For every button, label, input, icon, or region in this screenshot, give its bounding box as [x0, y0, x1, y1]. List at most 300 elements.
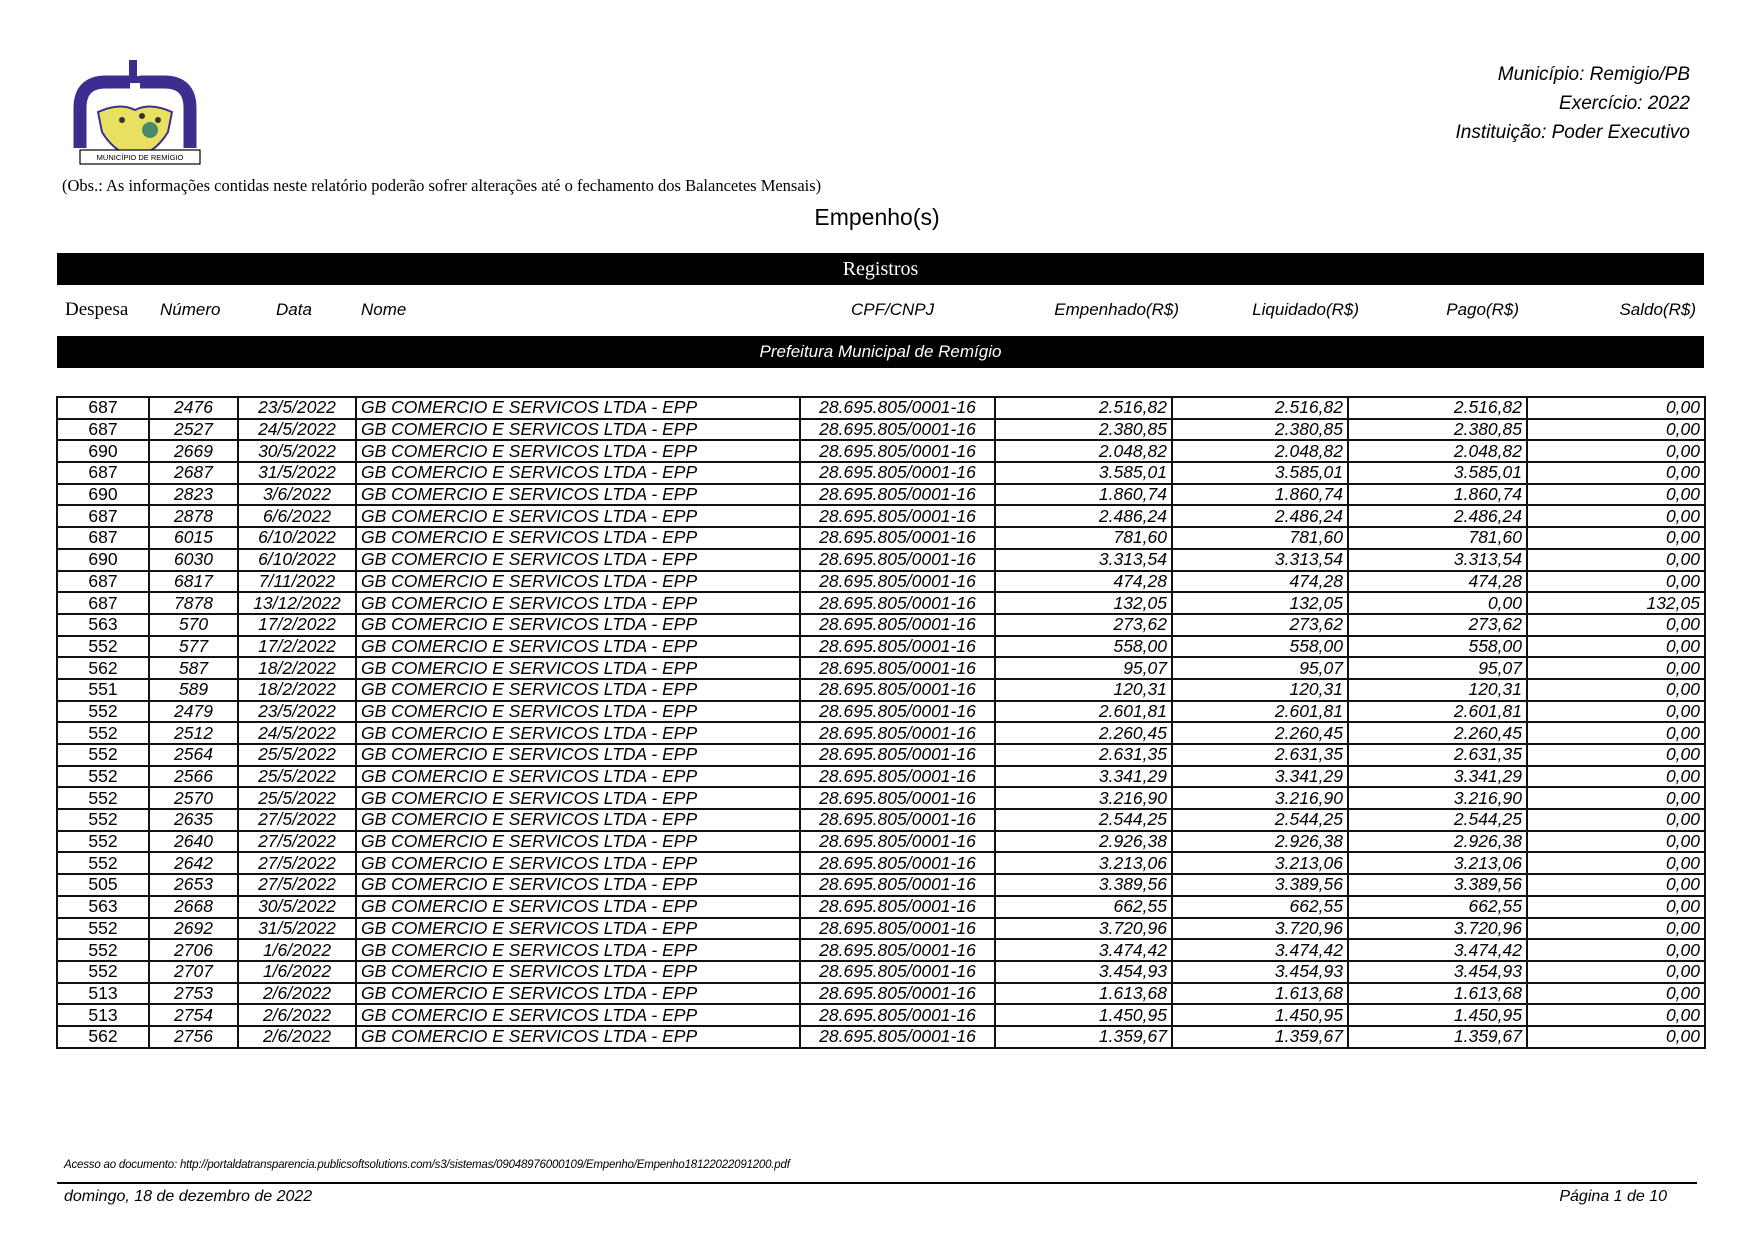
cell-numero: 587: [149, 657, 238, 679]
table-row: [57, 419, 1705, 441]
column-header-empenhado: Empenhado(R$): [1054, 300, 1179, 319]
cell-saldo: 0,00: [1527, 657, 1705, 679]
table-row: [57, 766, 1705, 788]
cell-empenhado: 1.450,95: [995, 1004, 1172, 1026]
table-row: [57, 701, 1705, 723]
cell-pago: 2.048,82: [1348, 440, 1527, 462]
cell-cpf-cnpj: 28.695.805/0001-16: [800, 549, 995, 571]
disclaimer-note: (Obs.: As informações contidas neste relatório poderão sofrer alterações até o fechamento dos Balancetes Mensais): [62, 176, 822, 195]
municipality-logo: [60, 58, 220, 170]
cell-data: 17/2/2022: [238, 636, 356, 658]
cell-empenhado: 1.613,68: [995, 983, 1172, 1005]
cell-saldo: 0,00: [1527, 939, 1705, 961]
cell-empenhado: 3.585,01: [995, 462, 1172, 484]
cell-numero: 2570: [149, 787, 238, 809]
cell-pago: 1.450,95: [1348, 1004, 1527, 1026]
cell-liquidado: 120,31: [1172, 679, 1348, 701]
cell-numero: 2653: [149, 874, 238, 896]
cell-pago: 662,55: [1348, 896, 1527, 918]
cell-nome: GB COMERCIO E SERVICOS LTDA - EPP: [356, 592, 800, 614]
footer-divider: [57, 1182, 1697, 1184]
cell-liquidado: 3.341,29: [1172, 766, 1348, 788]
cell-liquidado: 781,60: [1172, 527, 1348, 549]
cell-pago: 2.631,35: [1348, 744, 1527, 766]
cell-pago: 3.585,01: [1348, 462, 1527, 484]
group-header-prefeitura: Prefeitura Municipal de Remígio: [57, 336, 1704, 368]
cell-pago: 95,07: [1348, 657, 1527, 679]
table-row: [57, 961, 1705, 983]
cell-data: 27/5/2022: [238, 831, 356, 853]
cell-empenhado: 3.216,90: [995, 787, 1172, 809]
cell-pago: 3.313,54: [1348, 549, 1527, 571]
cell-liquidado: 2.486,24: [1172, 505, 1348, 527]
cell-empenhado: 1.860,74: [995, 484, 1172, 506]
cell-despesa: 552: [57, 809, 149, 831]
cell-pago: 2.486,24: [1348, 505, 1527, 527]
cell-data: 17/2/2022: [238, 614, 356, 636]
cell-pago: 120,31: [1348, 679, 1527, 701]
cell-data: 31/5/2022: [238, 462, 356, 484]
cell-cpf-cnpj: 28.695.805/0001-16: [800, 766, 995, 788]
cell-empenhado: 2.544,25: [995, 809, 1172, 831]
cell-numero: 2706: [149, 939, 238, 961]
cell-pago: 2.544,25: [1348, 809, 1527, 831]
cell-saldo: 0,00: [1527, 722, 1705, 744]
cell-cpf-cnpj: 28.695.805/0001-16: [800, 636, 995, 658]
document-access-url[interactable]: Acesso ao documento: http://portaldatransparencia.publicsoftsolutions.com/s3/sistemas/09048976000109/Empenho/Empenho18122022091200.pdf: [64, 1159, 790, 1171]
cell-despesa: 552: [57, 831, 149, 853]
cell-saldo: 0,00: [1527, 679, 1705, 701]
cell-liquidado: 2.516,82: [1172, 397, 1348, 419]
cell-cpf-cnpj: 28.695.805/0001-16: [800, 939, 995, 961]
cell-despesa: 505: [57, 874, 149, 896]
table-row: [57, 918, 1705, 940]
cell-data: 31/5/2022: [238, 918, 356, 940]
table-row: [57, 809, 1705, 831]
cell-saldo: 0,00: [1527, 874, 1705, 896]
cell-cpf-cnpj: 28.695.805/0001-16: [800, 419, 995, 441]
cell-saldo: 0,00: [1527, 527, 1705, 549]
cell-liquidado: 1.860,74: [1172, 484, 1348, 506]
cell-liquidado: 558,00: [1172, 636, 1348, 658]
cell-data: 18/2/2022: [238, 679, 356, 701]
cell-pago: 2.380,85: [1348, 419, 1527, 441]
cell-liquidado: 3.216,90: [1172, 787, 1348, 809]
cell-pago: 1.613,68: [1348, 983, 1527, 1005]
cell-liquidado: 662,55: [1172, 896, 1348, 918]
cell-despesa: 687: [57, 592, 149, 614]
cell-numero: 2640: [149, 831, 238, 853]
cell-liquidado: 2.601,81: [1172, 701, 1348, 723]
cell-nome: GB COMERCIO E SERVICOS LTDA - EPP: [356, 679, 800, 701]
cell-nome: GB COMERCIO E SERVICOS LTDA - EPP: [356, 831, 800, 853]
cell-numero: 6015: [149, 527, 238, 549]
cell-liquidado: 1.359,67: [1172, 1026, 1348, 1048]
cell-data: 30/5/2022: [238, 440, 356, 462]
cell-nome: GB COMERCIO E SERVICOS LTDA - EPP: [356, 939, 800, 961]
cell-empenhado: 120,31: [995, 679, 1172, 701]
cell-saldo: 0,00: [1527, 419, 1705, 441]
cell-despesa: 690: [57, 549, 149, 571]
cell-despesa: 552: [57, 636, 149, 658]
cell-despesa: 552: [57, 722, 149, 744]
cell-nome: GB COMERCIO E SERVICOS LTDA - EPP: [356, 397, 800, 419]
cell-pago: 3.454,93: [1348, 961, 1527, 983]
cell-liquidado: 1.450,95: [1172, 1004, 1348, 1026]
cell-despesa: 552: [57, 766, 149, 788]
cell-liquidado: 3.720,96: [1172, 918, 1348, 940]
table-row: [57, 657, 1705, 679]
cell-saldo: 0,00: [1527, 896, 1705, 918]
table-row: [57, 1026, 1705, 1048]
cell-saldo: 0,00: [1527, 918, 1705, 940]
cell-cpf-cnpj: 28.695.805/0001-16: [800, 744, 995, 766]
cell-despesa: 513: [57, 983, 149, 1005]
cell-cpf-cnpj: 28.695.805/0001-16: [800, 809, 995, 831]
cell-data: 30/5/2022: [238, 896, 356, 918]
table-row: [57, 571, 1705, 593]
cell-liquidado: 3.474,42: [1172, 939, 1348, 961]
cell-cpf-cnpj: 28.695.805/0001-16: [800, 961, 995, 983]
cell-numero: 2707: [149, 961, 238, 983]
cell-pago: 1.860,74: [1348, 484, 1527, 506]
cell-liquidado: 2.926,38: [1172, 831, 1348, 853]
empenhos-table: [56, 396, 1706, 1049]
cell-data: 25/5/2022: [238, 787, 356, 809]
cell-data: 3/6/2022: [238, 484, 356, 506]
cell-nome: GB COMERCIO E SERVICOS LTDA - EPP: [356, 1026, 800, 1048]
cell-numero: 6030: [149, 549, 238, 571]
cell-numero: 570: [149, 614, 238, 636]
cell-empenhado: 2.260,45: [995, 722, 1172, 744]
cell-despesa: 552: [57, 961, 149, 983]
cell-saldo: 0,00: [1527, 636, 1705, 658]
cell-empenhado: 3.720,96: [995, 918, 1172, 940]
cell-cpf-cnpj: 28.695.805/0001-16: [800, 918, 995, 940]
page-indicator: Página 1 de 10: [1559, 1188, 1667, 1205]
cell-empenhado: 2.048,82: [995, 440, 1172, 462]
cell-despesa: 690: [57, 484, 149, 506]
cell-despesa: 552: [57, 701, 149, 723]
table-row: [57, 679, 1705, 701]
cell-saldo: 0,00: [1527, 505, 1705, 527]
instituicao-label: Instituição: Poder Executivo: [1455, 122, 1690, 143]
cell-numero: 2564: [149, 744, 238, 766]
cell-despesa: 562: [57, 1026, 149, 1048]
cell-despesa: 687: [57, 419, 149, 441]
cell-empenhado: 3.474,42: [995, 939, 1172, 961]
cell-numero: 2692: [149, 918, 238, 940]
cell-cpf-cnpj: 28.695.805/0001-16: [800, 657, 995, 679]
cell-liquidado: 2.260,45: [1172, 722, 1348, 744]
cell-empenhado: 2.631,35: [995, 744, 1172, 766]
cell-cpf-cnpj: 28.695.805/0001-16: [800, 484, 995, 506]
column-header-nome: Nome: [361, 300, 407, 319]
table-row: [57, 787, 1705, 809]
cell-saldo: 0,00: [1527, 462, 1705, 484]
cell-cpf-cnpj: 28.695.805/0001-16: [800, 852, 995, 874]
cell-nome: GB COMERCIO E SERVICOS LTDA - EPP: [356, 787, 800, 809]
cell-pago: 558,00: [1348, 636, 1527, 658]
cell-nome: GB COMERCIO E SERVICOS LTDA - EPP: [356, 549, 800, 571]
cell-empenhado: 132,05: [995, 592, 1172, 614]
table-row: [57, 397, 1705, 419]
section-header-registros: Registros: [57, 253, 1704, 285]
cell-liquidado: 3.213,06: [1172, 852, 1348, 874]
cell-saldo: 132,05: [1527, 592, 1705, 614]
cell-liquidado: 95,07: [1172, 657, 1348, 679]
cell-saldo: 0,00: [1527, 701, 1705, 723]
cell-data: 18/2/2022: [238, 657, 356, 679]
column-header-numero: Número: [160, 300, 221, 319]
cell-liquidado: 2.631,35: [1172, 744, 1348, 766]
cell-despesa: 687: [57, 397, 149, 419]
cell-saldo: 0,00: [1527, 961, 1705, 983]
cell-liquidado: 3.585,01: [1172, 462, 1348, 484]
cell-data: 27/5/2022: [238, 852, 356, 874]
cell-empenhado: 3.454,93: [995, 961, 1172, 983]
exercicio-label: Exercício: 2022: [1559, 93, 1690, 114]
table-row: [57, 549, 1705, 571]
cell-cpf-cnpj: 28.695.805/0001-16: [800, 592, 995, 614]
cell-empenhado: 3.341,29: [995, 766, 1172, 788]
cell-liquidado: 3.389,56: [1172, 874, 1348, 896]
cell-despesa: 552: [57, 852, 149, 874]
cell-data: 24/5/2022: [238, 722, 356, 744]
cell-nome: GB COMERCIO E SERVICOS LTDA - EPP: [356, 1004, 800, 1026]
cell-nome: GB COMERCIO E SERVICOS LTDA - EPP: [356, 571, 800, 593]
cell-numero: 577: [149, 636, 238, 658]
cell-liquidado: 474,28: [1172, 571, 1348, 593]
cell-saldo: 0,00: [1527, 440, 1705, 462]
municipio-label: Município: Remigio/PB: [1497, 64, 1690, 85]
cell-empenhado: 3.313,54: [995, 549, 1172, 571]
cell-nome: GB COMERCIO E SERVICOS LTDA - EPP: [356, 657, 800, 679]
cell-data: 13/12/2022: [238, 592, 356, 614]
cell-numero: 2566: [149, 766, 238, 788]
cell-nome: GB COMERCIO E SERVICOS LTDA - EPP: [356, 961, 800, 983]
cell-nome: GB COMERCIO E SERVICOS LTDA - EPP: [356, 462, 800, 484]
cell-saldo: 0,00: [1527, 1026, 1705, 1048]
cell-numero: 7878: [149, 592, 238, 614]
table-row: [57, 896, 1705, 918]
cell-nome: GB COMERCIO E SERVICOS LTDA - EPP: [356, 983, 800, 1005]
cell-numero: 2754: [149, 1004, 238, 1026]
cell-despesa: 563: [57, 896, 149, 918]
cell-data: 23/5/2022: [238, 701, 356, 723]
cell-despesa: 513: [57, 1004, 149, 1026]
cell-pago: 3.216,90: [1348, 787, 1527, 809]
cell-pago: 3.474,42: [1348, 939, 1527, 961]
cell-despesa: 552: [57, 787, 149, 809]
cell-pago: 3.213,06: [1348, 852, 1527, 874]
cell-nome: GB COMERCIO E SERVICOS LTDA - EPP: [356, 440, 800, 462]
cell-despesa: 687: [57, 505, 149, 527]
cell-despesa: 552: [57, 918, 149, 940]
cell-cpf-cnpj: 28.695.805/0001-16: [800, 896, 995, 918]
cell-saldo: 0,00: [1527, 809, 1705, 831]
cell-empenhado: 3.389,56: [995, 874, 1172, 896]
table-row: [57, 505, 1705, 527]
cell-data: 6/10/2022: [238, 527, 356, 549]
footer-date: domingo, 18 de dezembro de 2022: [64, 1188, 313, 1205]
cell-despesa: 690: [57, 440, 149, 462]
cell-saldo: 0,00: [1527, 852, 1705, 874]
cell-saldo: 0,00: [1527, 549, 1705, 571]
cell-liquidado: 273,62: [1172, 614, 1348, 636]
cell-cpf-cnpj: 28.695.805/0001-16: [800, 505, 995, 527]
cell-nome: GB COMERCIO E SERVICOS LTDA - EPP: [356, 852, 800, 874]
cell-empenhado: 2.380,85: [995, 419, 1172, 441]
cell-despesa: 687: [57, 462, 149, 484]
cell-nome: GB COMERCIO E SERVICOS LTDA - EPP: [356, 701, 800, 723]
table-row: [57, 831, 1705, 853]
table-column-headers: [57, 296, 1704, 326]
cell-nome: GB COMERCIO E SERVICOS LTDA - EPP: [356, 874, 800, 896]
cell-cpf-cnpj: 28.695.805/0001-16: [800, 701, 995, 723]
cell-numero: 2512: [149, 722, 238, 744]
cell-numero: 2668: [149, 896, 238, 918]
cell-saldo: 0,00: [1527, 614, 1705, 636]
cell-empenhado: 273,62: [995, 614, 1172, 636]
cell-numero: 2823: [149, 484, 238, 506]
column-header-despesa: Despesa: [65, 299, 129, 320]
cell-despesa: 687: [57, 571, 149, 593]
cell-cpf-cnpj: 28.695.805/0001-16: [800, 397, 995, 419]
cell-pago: 3.389,56: [1348, 874, 1527, 896]
cell-pago: 273,62: [1348, 614, 1527, 636]
cell-cpf-cnpj: 28.695.805/0001-16: [800, 462, 995, 484]
cell-saldo: 0,00: [1527, 571, 1705, 593]
cell-data: 6/10/2022: [238, 549, 356, 571]
cell-cpf-cnpj: 28.695.805/0001-16: [800, 722, 995, 744]
cell-saldo: 0,00: [1527, 397, 1705, 419]
cell-cpf-cnpj: 28.695.805/0001-16: [800, 874, 995, 896]
cell-data: 2/6/2022: [238, 1026, 356, 1048]
cell-liquidado: 132,05: [1172, 592, 1348, 614]
cell-nome: GB COMERCIO E SERVICOS LTDA - EPP: [356, 766, 800, 788]
cell-pago: 2.601,81: [1348, 701, 1527, 723]
svg-text:MUNICÍPIO DE REMÍGIO: MUNICÍPIO DE REMÍGIO: [96, 153, 184, 162]
cell-pago: 1.359,67: [1348, 1026, 1527, 1048]
table-row: [57, 636, 1705, 658]
cell-saldo: 0,00: [1527, 744, 1705, 766]
cell-nome: GB COMERCIO E SERVICOS LTDA - EPP: [356, 527, 800, 549]
cell-empenhado: 3.213,06: [995, 852, 1172, 874]
cell-saldo: 0,00: [1527, 766, 1705, 788]
cell-pago: 781,60: [1348, 527, 1527, 549]
cell-numero: 2642: [149, 852, 238, 874]
cell-pago: 2.516,82: [1348, 397, 1527, 419]
cell-empenhado: 781,60: [995, 527, 1172, 549]
cell-pago: 0,00: [1348, 592, 1527, 614]
cell-empenhado: 95,07: [995, 657, 1172, 679]
cell-data: 25/5/2022: [238, 744, 356, 766]
cell-liquidado: 2.380,85: [1172, 419, 1348, 441]
cell-despesa: 551: [57, 679, 149, 701]
table-row: [57, 484, 1705, 506]
table-row: [57, 874, 1705, 896]
cell-saldo: 0,00: [1527, 484, 1705, 506]
cell-cpf-cnpj: 28.695.805/0001-16: [800, 831, 995, 853]
cell-empenhado: 662,55: [995, 896, 1172, 918]
table-row: [57, 462, 1705, 484]
cell-saldo: 0,00: [1527, 831, 1705, 853]
cell-numero: 2756: [149, 1026, 238, 1048]
table-row: [57, 852, 1705, 874]
cell-saldo: 0,00: [1527, 787, 1705, 809]
cell-numero: 2687: [149, 462, 238, 484]
cell-despesa: 687: [57, 527, 149, 549]
report-header-info: [1456, 60, 1690, 147]
cell-data: 2/6/2022: [238, 1004, 356, 1026]
column-header-saldo: Saldo(R$): [1619, 300, 1696, 319]
table-row: [57, 1004, 1705, 1026]
table-row: [57, 744, 1705, 766]
column-header-liquidado: Liquidado(R$): [1252, 300, 1359, 319]
cell-liquidado: 3.313,54: [1172, 549, 1348, 571]
cell-data: 27/5/2022: [238, 809, 356, 831]
table-row: [57, 722, 1705, 744]
cell-empenhado: 2.601,81: [995, 701, 1172, 723]
cell-cpf-cnpj: 28.695.805/0001-16: [800, 527, 995, 549]
table-row: [57, 527, 1705, 549]
cell-empenhado: 474,28: [995, 571, 1172, 593]
table-row: [57, 592, 1705, 614]
cell-numero: 2527: [149, 419, 238, 441]
cell-cpf-cnpj: 28.695.805/0001-16: [800, 787, 995, 809]
cell-cpf-cnpj: 28.695.805/0001-16: [800, 571, 995, 593]
cell-numero: 2476: [149, 397, 238, 419]
cell-data: 1/6/2022: [238, 939, 356, 961]
cell-nome: GB COMERCIO E SERVICOS LTDA - EPP: [356, 614, 800, 636]
cell-nome: GB COMERCIO E SERVICOS LTDA - EPP: [356, 918, 800, 940]
coat-of-arms-icon: [60, 58, 220, 170]
cell-numero: 2753: [149, 983, 238, 1005]
cell-nome: GB COMERCIO E SERVICOS LTDA - EPP: [356, 744, 800, 766]
report-title: Empenho(s): [814, 204, 940, 230]
cell-liquidado: 3.454,93: [1172, 961, 1348, 983]
cell-cpf-cnpj: 28.695.805/0001-16: [800, 440, 995, 462]
cell-pago: 2.926,38: [1348, 831, 1527, 853]
cell-saldo: 0,00: [1527, 983, 1705, 1005]
cell-data: 6/6/2022: [238, 505, 356, 527]
cell-numero: 2635: [149, 809, 238, 831]
cell-nome: GB COMERCIO E SERVICOS LTDA - EPP: [356, 484, 800, 506]
cell-despesa: 563: [57, 614, 149, 636]
table-row: [57, 614, 1705, 636]
cell-cpf-cnpj: 28.695.805/0001-16: [800, 679, 995, 701]
cell-data: 24/5/2022: [238, 419, 356, 441]
cell-empenhado: 2.516,82: [995, 397, 1172, 419]
cell-nome: GB COMERCIO E SERVICOS LTDA - EPP: [356, 809, 800, 831]
cell-nome: GB COMERCIO E SERVICOS LTDA - EPP: [356, 722, 800, 744]
cell-data: 2/6/2022: [238, 983, 356, 1005]
cell-data: 27/5/2022: [238, 874, 356, 896]
table-row: [57, 983, 1705, 1005]
column-header-pago: Pago(R$): [1446, 300, 1519, 319]
cell-numero: 589: [149, 679, 238, 701]
cell-empenhado: 1.359,67: [995, 1026, 1172, 1048]
cell-cpf-cnpj: 28.695.805/0001-16: [800, 983, 995, 1005]
cell-pago: 3.720,96: [1348, 918, 1527, 940]
cell-nome: GB COMERCIO E SERVICOS LTDA - EPP: [356, 419, 800, 441]
cell-numero: 2479: [149, 701, 238, 723]
table-row: [57, 440, 1705, 462]
cell-numero: 6817: [149, 571, 238, 593]
cell-cpf-cnpj: 28.695.805/0001-16: [800, 614, 995, 636]
cell-cpf-cnpj: 28.695.805/0001-16: [800, 1026, 995, 1048]
